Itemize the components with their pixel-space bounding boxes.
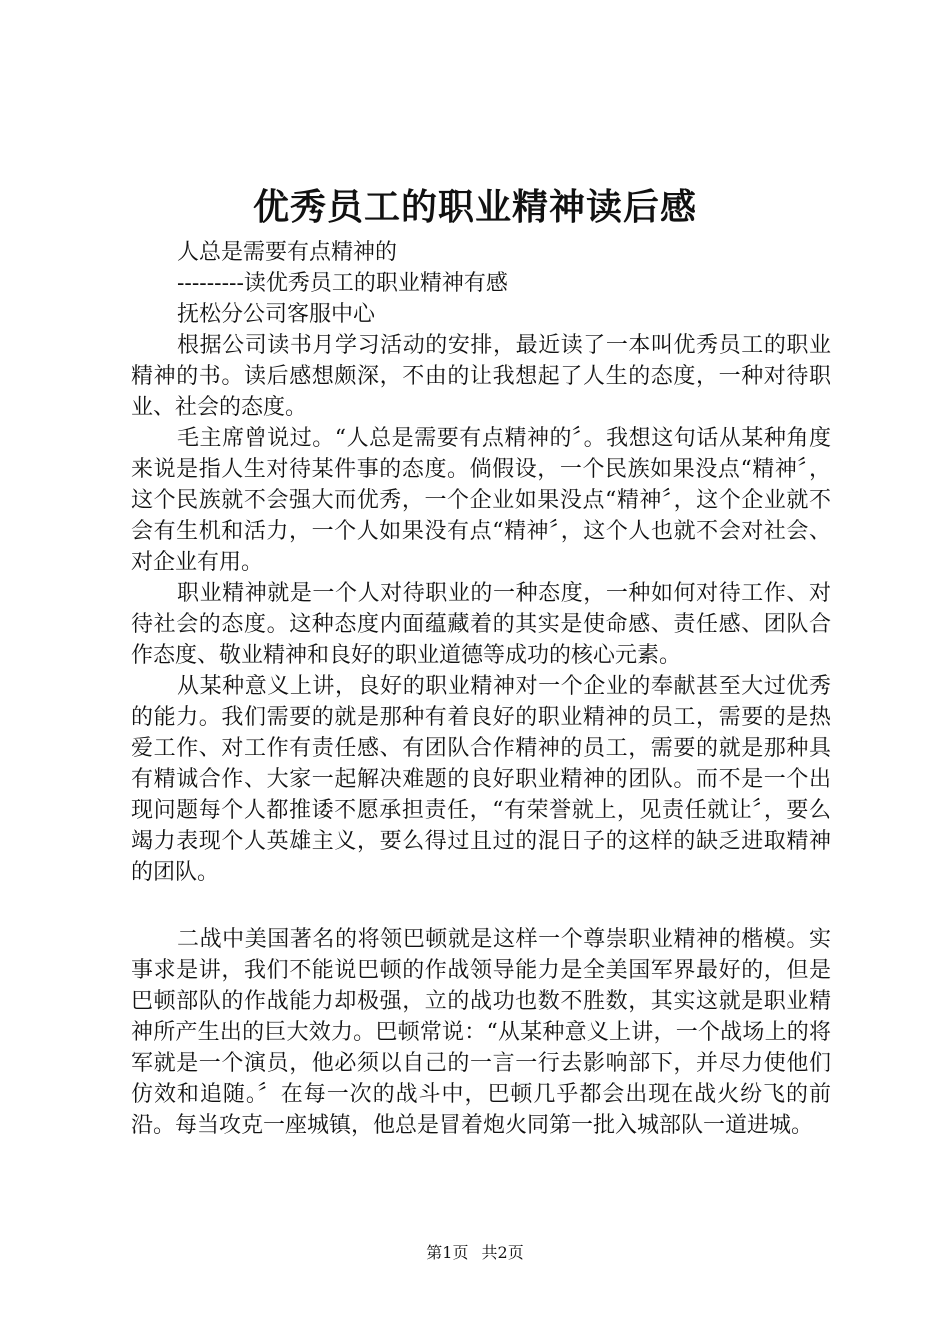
paragraph: 从某种意义上讲，良好的职业精神对一个企业的奉献甚至大过优秀的能力。我们需要的就是那种有着良好的职业精神的员工，需要的是热爱工作、对工作有责任感、有团队合作精神的员工，需要的就是那种具有精诚合作、大家一起解决难题的良好职业精神的团队。而不是一个出现问题每个人都推诿不愿承担责任，“有荣誉就上，见责任就让〞，要么竭力表现个人英雄主义，要么得过且过的混日子的这样的缺乏进取精神的团队。 (131, 674, 831, 885)
document-title: 优秀员工的职业精神读后感 (252, 186, 697, 228)
page-total: 共2页 (481, 1243, 524, 1262)
paragraph: 职业精神就是一个人对待职业的一种态度，一种如何对待工作、对待社会的态度。这种态度内面蕴藏着的其实是使命感、责任感、团队合作态度、敬业精神和良好的职业道德等成功的核心元素。 (131, 581, 831, 668)
page-number: 第1页 (426, 1243, 469, 1262)
paragraph-spacer (131, 888, 831, 924)
paragraph: 二战中美国著名的将领巴顿就是这样一个尊崇职业精神的楷模。实事求是讲，我们不能说巴顿的作战领导能力是全美国军界最好的，但是巴顿部队的作战能力却极强，立的战功也数不胜数，其实这就是职业精神所产生出的巨大效力。巴顿常说：“从某种意义上讲，一个战场上的将军就是一个演员，他必须以自己的一言一行去影响部下，并尽力使他们仿效和追随。〞在每一次的战斗中，巴顿几乎都会出现在战火纷飞的前沿。每当攻克一座城镇，他总是冒着炮火同第一批入城部队一道进城。 (131, 927, 831, 1138)
page-footer (0, 1242, 950, 1264)
subtitle-line: ---------读优秀员工的职业精神有感 (177, 271, 508, 296)
paragraph: 根据公司读书月学习活动的安排，最近读了一本叫优秀员工的职业精神的书。读后感想颇深，不由的让我想起了人生的态度，一种对待职业、社会的态度。 (131, 333, 831, 420)
document-body (131, 237, 831, 1141)
paragraph: 毛主席曾说过。“人总是需要有点精神的〞。我想这句话从某种角度来说是指人生对待某件事的态度。倘假设，一个民族如果没点“精神〞，这个民族就不会强大而优秀，一个企业如果没点“精神〞，这个企业就不会有生机和活力，一个人如果没有点“精神〞，这个人也就不会对社会、对企业有用。 (131, 426, 831, 575)
subtitle-line: 人总是需要有点精神的 (177, 240, 398, 265)
author-line: 抚松分公司客服中心 (177, 302, 376, 327)
